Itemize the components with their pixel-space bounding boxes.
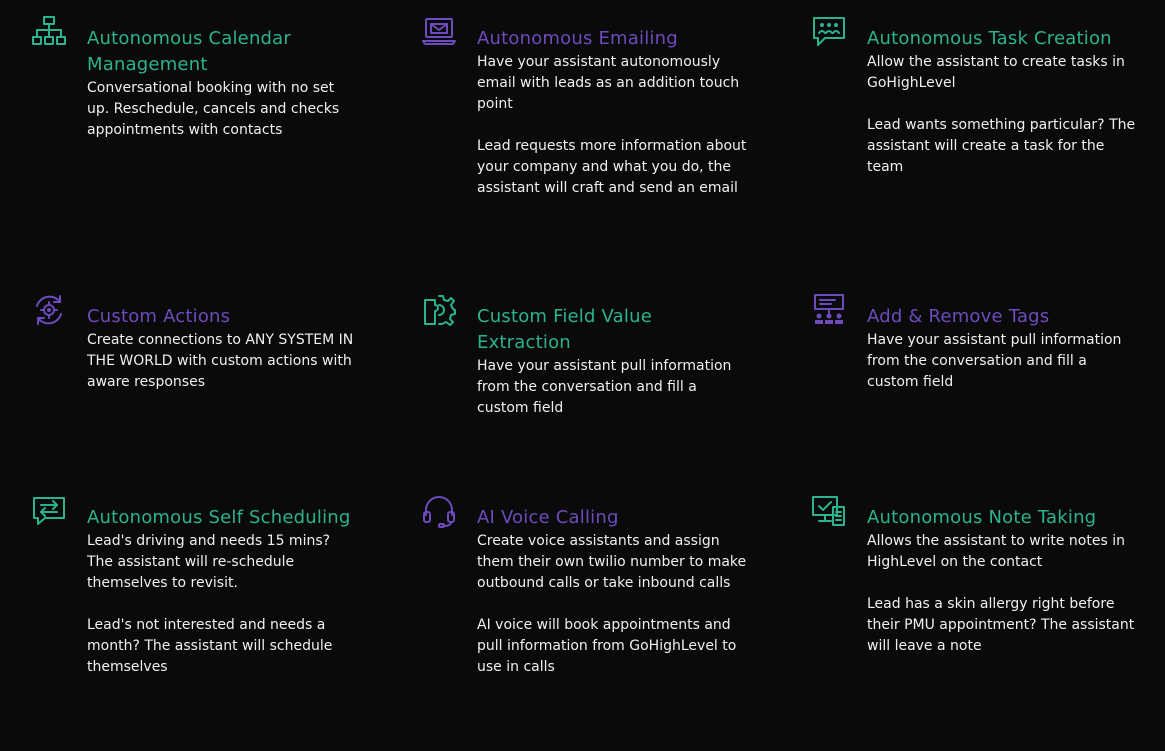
feature-description: Create connections to ANY SYSTEM IN THE WORLD with custom actions with aware responses (87, 332, 354, 390)
feature-description: Allow the assistant to create tasks in GoHighLevel Lead wants something particular? The assistant will create a task for the team (867, 54, 1136, 175)
feature-description: Have your assistant autonomously email with leads as an addition touch point Lead requests more information about your company and what you do, the assistant will craft and send an email (477, 54, 747, 196)
gear-cycle-icon (30, 291, 68, 329)
feature-description: Have your assistant pull information from the conversation and fill a custom field (867, 332, 1122, 390)
laptop-mail-icon (420, 13, 458, 51)
feature-description: Allows the assistant to write notes in HighLevel on the contact Lead has a skin allergy right before their PMU appointment? The assistant will leave a note (867, 533, 1135, 654)
feature-autonomous-task-creation (867, 26, 1137, 178)
monitor-check-icon (810, 492, 848, 530)
feature-title: Custom Actions (87, 306, 231, 327)
chat-exchange-icon (30, 492, 68, 530)
presentation-team-icon (810, 291, 848, 329)
feature-ai-voice-calling (477, 505, 747, 678)
team-chat-icon (810, 13, 848, 51)
sitemap-icon (30, 13, 68, 51)
feature-title: Autonomous Task Creation (867, 28, 1112, 49)
feature-title: Custom Field Value Extraction (477, 306, 652, 353)
feature-description: Create voice assistants and assign them their own twilio number to make outbound calls or take inbound calls AI voice will book appointments and pull information from GoHighLevel to use in calls (477, 533, 747, 675)
feature-title: Add & Remove Tags (867, 306, 1050, 327)
feature-description: Have your assistant pull information from the conversation and fill a custom field (477, 358, 732, 416)
feature-description: Lead's driving and needs 15 mins? The assistant will re-schedule themselves to revisit. Lead's not interested and needs a month? The assistant will schedule themselves (87, 533, 333, 675)
feature-title: Autonomous Self Scheduling (87, 507, 351, 528)
feature-autonomous-note-taking (867, 505, 1137, 657)
feature-title: Autonomous Note Taking (867, 507, 1097, 528)
feature-title: Autonomous Calendar Management (87, 28, 292, 75)
feature-description: Conversational booking with no set up. Reschedule, cancels and checks appointments with contacts (87, 80, 340, 138)
feature-autonomous-emailing (477, 26, 747, 199)
headset-icon (420, 492, 458, 530)
feature-autonomous-calendar-management (87, 26, 357, 141)
feature-title: AI Voice Calling (477, 507, 619, 528)
feature-autonomous-self-scheduling (87, 505, 357, 678)
puzzle-gear-icon (420, 291, 458, 329)
feature-custom-field-value-extraction (477, 304, 747, 419)
feature-add-remove-tags (867, 304, 1137, 393)
feature-title: Autonomous Emailing (477, 28, 678, 49)
feature-custom-actions (87, 304, 357, 393)
